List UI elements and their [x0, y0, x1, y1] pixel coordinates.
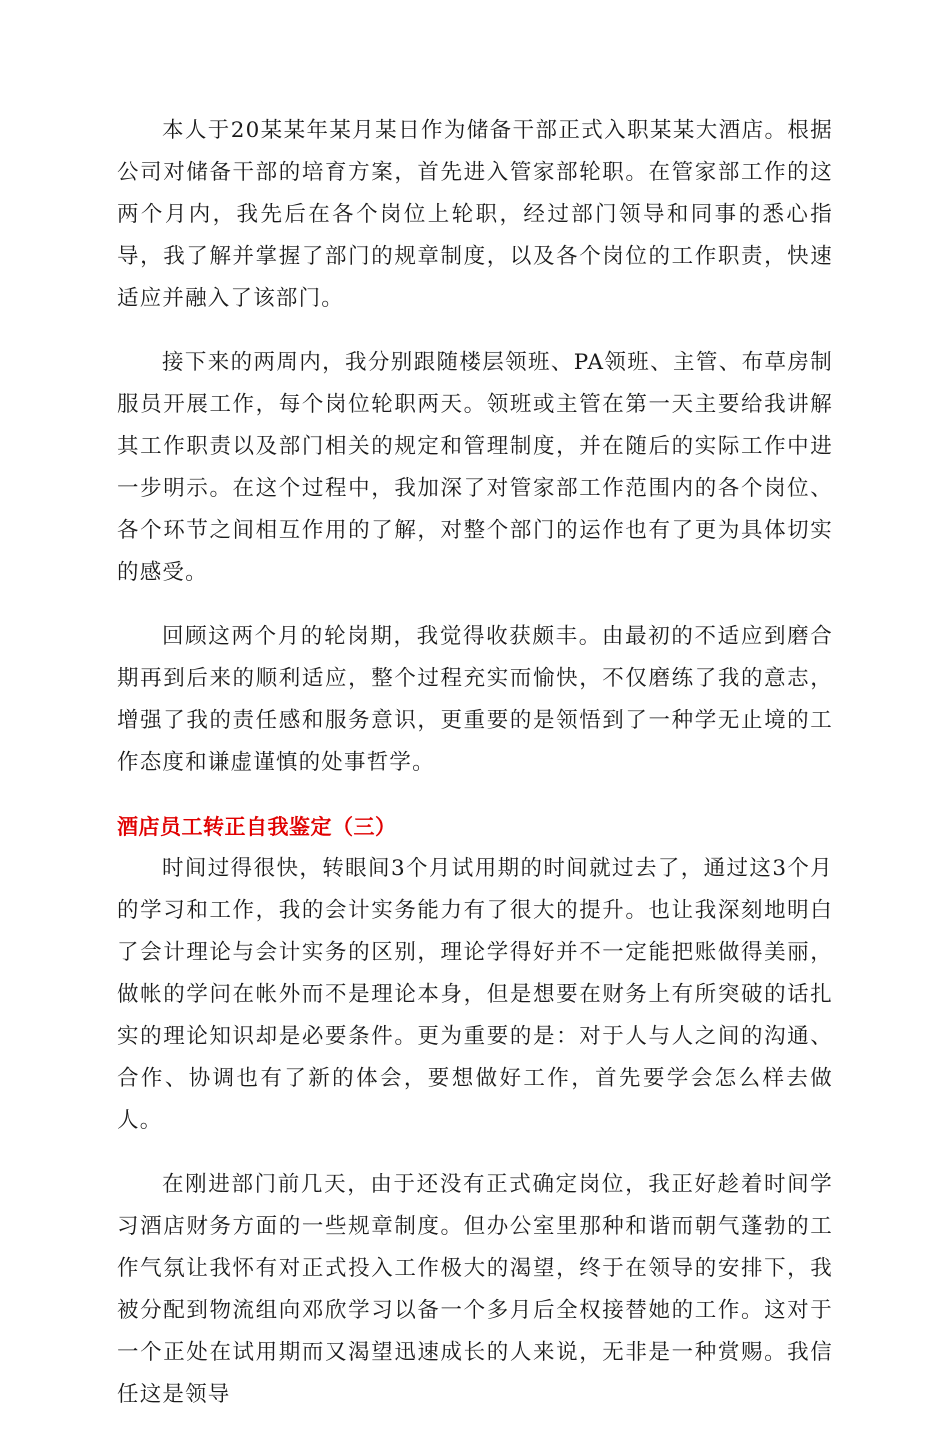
- paragraph-department: 在刚进部门前几天，由于还没有正式确定岗位，我正好趁着时间学习酒店财务方面的一些规章制度。但办公室里那种和谐而朝气蓬勃的工作气氛让我怀有对正式投入工作极大的渴望，终于在领导的安排下，我被分配到物流组向邓欣学习以备一个多月后全权接替她的工作。这对于一个正处在试用期而又渴望迅速成长的人来说，无非是一种赏赐。我信任这是领导: [117, 1172, 833, 1407]
- paragraph-review: 回顾这两个月的轮岗期，我觉得收获颇丰。由最初的不适应到磨合期再到后来的顺利适应，整个过程充实而愉快，不仅磨练了我的意志，增强了我的责任感和服务意识，更重要的是领悟到了一种学无止境的工作态度和谦虚谨慎的处事哲学。: [117, 624, 833, 775]
- paragraph-onboarding: 本人于20某某年某月某日作为储备干部正式入职某某大酒店。根据公司对储备干部的培育方案，首先进入管家部轮职。在管家部工作的这两个月内，我先后在各个岗位上轮职，经过部门领导和同事的悉心指导，我了解并掌握了部门的规章制度，以及各个岗位的工作职责，快速适应并融入了该部门。: [117, 118, 833, 311]
- section-heading: 酒店员工转正自我鉴定（三）: [117, 815, 397, 839]
- paragraph-rotation: 接下来的两周内，我分别跟随楼层领班、PA领班、主管、布草房制服员开展工作，每个岗位轮职两天。领班或主管在第一天主要给我讲解其工作职责以及部门相关的规定和管理制度，并在随后的实际工作中进一步明示。在这个过程中，我加深了对管家部工作范围内的各个岗位、各个环节之间相互作用的了解，对整个部门的运作也有了更为具体切实的感受。: [117, 350, 833, 585]
- paragraph-probation: 时间过得很快，转眼间3个月试用期的时间就过去了，通过这3个月的学习和工作，我的会计实务能力有了很大的提升。也让我深刻地明白了会计理论与会计实务的区别，理论学得好并不一定能把账做得美丽，做帐的学问在帐外而不是理论本身，但是想要在财务上有所突破的话扎实的理论知识却是必要条件。更为重要的是：对于人与人之间的沟通、合作、协调也有了新的体会，要想做好工作，首先要学会怎么样去做人。: [117, 856, 833, 1133]
- document-page: [117, 110, 833, 1438]
